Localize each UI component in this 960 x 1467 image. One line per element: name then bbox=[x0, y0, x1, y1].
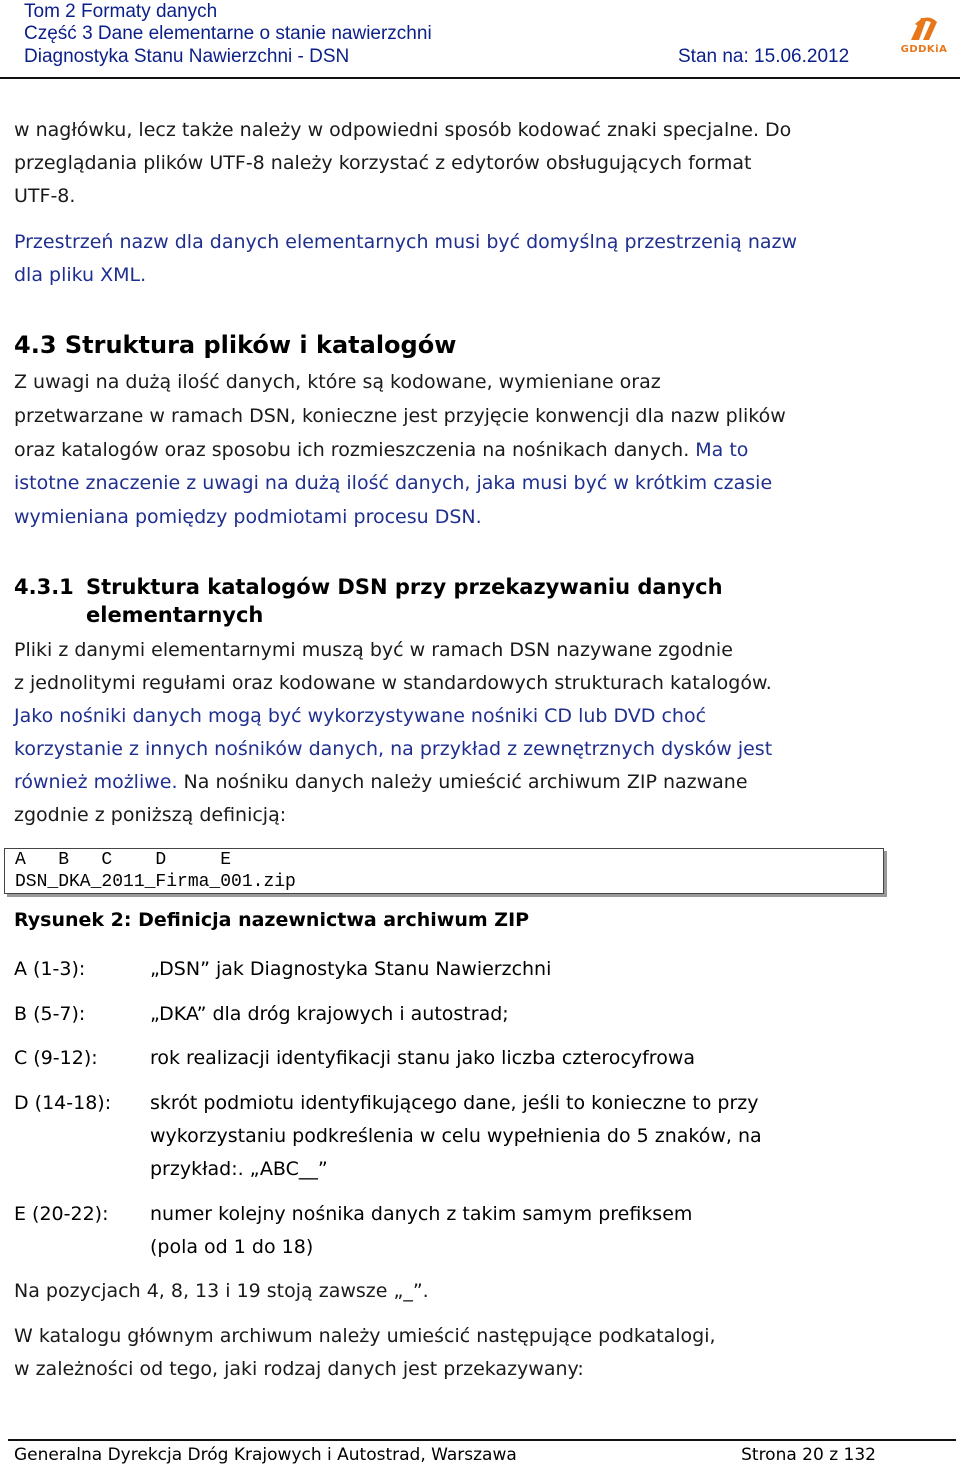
logo-text: GDDKiA bbox=[900, 44, 948, 55]
body-line: istotne znaczenie z uwagi na dużą ilość danych, jaka musi być w krótkim czasie bbox=[14, 472, 773, 494]
body-text: Na nośniku danych należy umieścić archiwum ZIP nazwane bbox=[177, 771, 748, 793]
section-heading-4-3-1 bbox=[14, 573, 723, 629]
definition-text: przykład:. „ABC__” bbox=[150, 1158, 328, 1180]
section-title-cont: elementarnych bbox=[86, 603, 264, 627]
header-volume: Tom 2 Formaty danych bbox=[24, 1, 218, 22]
section-title: Struktura katalogów DSN przy przekazywaniu danych bbox=[86, 575, 723, 599]
intro-line: dla pliku XML. bbox=[14, 264, 147, 286]
definition-text: „DSN” jak Diagnostyka Stanu Nawierzchni bbox=[150, 958, 552, 980]
definition-text: skrót podmiotu identyfikującego dane, jeśli to konieczne to przy bbox=[150, 1092, 759, 1114]
gddkia-logo bbox=[893, 14, 955, 60]
footer-page-number: Strona 20 z 132 bbox=[741, 1445, 876, 1465]
intro-line: UTF-8. bbox=[14, 185, 76, 207]
header-date: Stan na: 15.06.2012 bbox=[678, 46, 850, 67]
section-number: 4.3.1 bbox=[14, 575, 74, 599]
body-line: zgodnie z poniższą definicją: bbox=[14, 804, 287, 826]
intro-line: przeglądania plików UTF-8 należy korzystać z edytorów obsługujących format bbox=[14, 152, 752, 174]
body-line: przetwarzane w ramach DSN, konieczne jest przyjęcie konwencji dla nazw plików bbox=[14, 405, 786, 427]
definition-label: C (9-12): bbox=[14, 1047, 98, 1069]
figure-caption: Rysunek 2: Definicja nazewnictwa archiwum ZIP bbox=[14, 909, 530, 931]
body-line: Pliki z danymi elementarnymi muszą być w ramach DSN nazywane zgodnie bbox=[14, 639, 733, 661]
definition-text: wykorzystaniu podkreślenia w celu wypełnienia do 5 znaków, na bbox=[150, 1125, 762, 1147]
section-heading-4-3: 4.3 Struktura plików i katalogów bbox=[14, 331, 457, 359]
header-part: Część 3 Dane elementarne o stanie nawierzchni bbox=[24, 23, 432, 44]
body-line bbox=[14, 434, 944, 467]
definition-text: rok realizacji identyfikacji stanu jako liczba czterocyfrowa bbox=[150, 1047, 695, 1069]
body-line bbox=[14, 766, 944, 799]
gddkia-logo-icon bbox=[893, 14, 955, 44]
code-line-filename: DSN_DKA_2011_Firma_001.zip bbox=[15, 872, 296, 892]
code-box bbox=[4, 848, 884, 894]
body-text: oraz katalogów oraz sposobu ich rozmieszczenia na nośnikach danych. bbox=[14, 439, 690, 461]
definition-text: „DKA” dla dróg krajowych i autostrad; bbox=[150, 1003, 509, 1025]
body-line: W katalogu głównym archiwum należy umieścić następujące podkatalogi, bbox=[14, 1325, 716, 1347]
footer-divider bbox=[8, 1439, 956, 1441]
definition-label: B (5-7): bbox=[14, 1003, 86, 1025]
definition-text: (pola od 1 do 18) bbox=[150, 1236, 314, 1258]
body-text: Ma to bbox=[689, 439, 749, 461]
definition-text: numer kolejny nośnika danych z takim samym prefiksem bbox=[150, 1203, 693, 1225]
definition-label: D (14-18): bbox=[14, 1092, 112, 1114]
definition-label: E (20-22): bbox=[14, 1203, 109, 1225]
body-line: Na pozycjach 4, 8, 13 i 19 stoją zawsze „_”. bbox=[14, 1280, 429, 1302]
body-line: korzystanie z innych nośników danych, na przykład z zewnętrznych dysków jest bbox=[14, 738, 773, 760]
body-line: w zależności od tego, jaki rodzaj danych jest przekazywany: bbox=[14, 1358, 584, 1380]
intro-line: Przestrzeń nazw dla danych elementarnych musi być domyślną przestrzenią nazw bbox=[14, 231, 798, 253]
definition-label: A (1-3): bbox=[14, 958, 86, 980]
body-line: wymieniana pomiędzy podmiotami procesu DSN. bbox=[14, 506, 482, 528]
body-text: również możliwe. bbox=[14, 771, 178, 793]
intro-line: w nagłówku, lecz także należy w odpowiedni sposób kodować znaki specjalne. Do bbox=[14, 119, 792, 141]
body-line: Z uwagi na dużą ilość danych, które są kodowane, wymieniane oraz bbox=[14, 371, 661, 393]
header-divider bbox=[0, 77, 960, 79]
code-line-letters: A B C D E bbox=[15, 850, 232, 870]
body-line: Jako nośniki danych mogą być wykorzystywane nośniki CD lub DVD choć bbox=[14, 705, 707, 727]
body-line: z jednolitymi regułami oraz kodowane w standardowych strukturach katalogów. bbox=[14, 672, 772, 694]
footer-organization: Generalna Dyrekcja Dróg Krajowych i Autostrad, Warszawa bbox=[14, 1445, 517, 1465]
header-document: Diagnostyka Stanu Nawierzchni - DSN bbox=[24, 46, 350, 67]
